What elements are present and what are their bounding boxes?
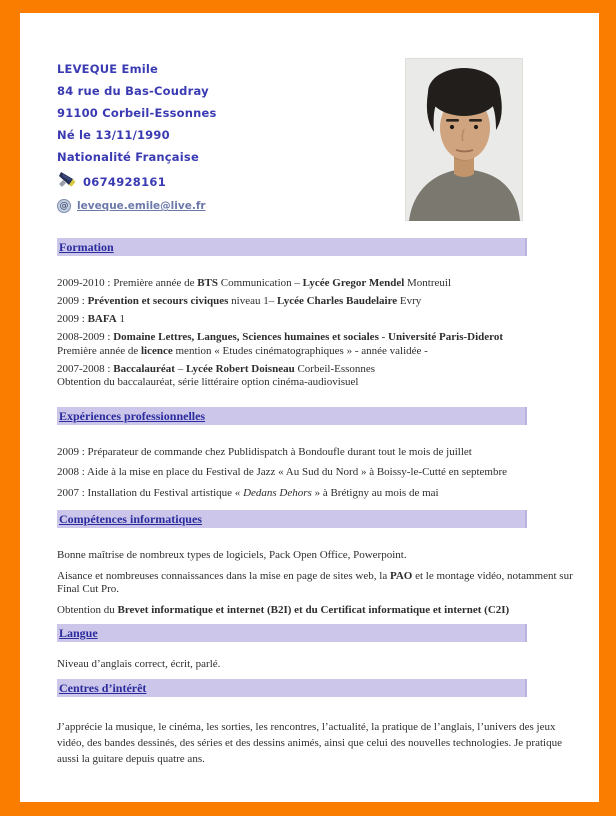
education-entry-text: 2009-2010 : Première année de BTS Communication – Lycée Gregor Mendel Montreuil [57, 277, 452, 289]
section-title: Centres d’intérêt [59, 680, 147, 695]
birth-date-text: Né le 13/11/1990 [57, 128, 170, 142]
formation-entries [57, 277, 598, 390]
section-bar [57, 238, 527, 256]
section-formation [57, 238, 599, 390]
skill-entry [57, 570, 598, 597]
experience-entry [57, 466, 598, 480]
education-entry-text: 2007-2008 : Baccalauréat – Lycée Robert Doisneau Corbeil-Essonnes [57, 362, 376, 375]
experience-entry [57, 487, 598, 501]
experience-entry [57, 446, 598, 460]
section-title: Compétences informatiques [59, 512, 202, 526]
section-title: Langue [59, 626, 98, 640]
experience-entry-text: 2009 : Préparateur de commande chez Publidispatch à Bondoufle durant tout le mois de juillet [57, 445, 472, 458]
education-entry-text: 2008-2009 : Domaine Lettres, Langues, Sciences humaines et sociales - Université Paris-Diderot [57, 331, 503, 343]
section-langue [57, 624, 599, 672]
nationality-text: Nationalité Française [57, 150, 199, 164]
portrait-photo [405, 58, 523, 221]
address-line-1: 84 rue du Bas-Coudray [57, 84, 209, 98]
skill-entry-text: Aisance et nombreuses connaissances dans la mise en page de sites web, la PAO et le montage vidéo, notamment sur Final Cut Pro. [57, 569, 573, 595]
experience-entry-text: 2008 : Aide à la mise en place du Festival de Jazz « Au Sud du Nord » à Boissy-le-Cutté en septembre [57, 466, 507, 478]
interests-entries [57, 719, 585, 767]
language-entry-text: Niveau d’anglais correct, écrit, parlé. [57, 658, 221, 670]
phone-number-text: 0674928161 [83, 175, 167, 189]
section-bar [57, 407, 527, 425]
skill-entry [57, 549, 598, 563]
interests-text [57, 719, 585, 767]
experience-entry-text: 2007 : Installation du Festival artistique « Dedans Dehors » à Brétigny au mois de mai [57, 486, 439, 499]
at-sign-icon: @ [57, 199, 71, 213]
section-bar [57, 624, 527, 642]
language-entry [57, 658, 598, 672]
section-title: Formation [59, 240, 114, 254]
skill-entry-text: Bonne maîtrise de nombreux types de logiciels, Pack Open Office, Powerpoint. [57, 549, 407, 561]
education-entry-text: 2009 : BAFA 1 [57, 313, 125, 325]
language-entries [57, 658, 598, 672]
section-competences [57, 510, 599, 617]
section-interets [57, 679, 599, 767]
section-title: Expériences professionnelles [59, 408, 206, 423]
name-text: LEVEQUE Emile [57, 62, 159, 76]
interests-paragraph: J’apprécie la musique, le cinéma, les sorties, les rencontres, l’actualité, la pratique de l’anglais, l’univers des jeux vidéo, des bandes dessinés, des séries et des dessins animés, ainsi que celui des nouvelles technologies. Je pratique aussi la guitare depuis quatre ans. [57, 720, 562, 765]
education-entry [57, 363, 598, 390]
education-entry [57, 295, 598, 309]
education-entry [57, 331, 598, 358]
education-entry-text: 2009 : Prévention et secours civiques niveau 1– Lycée Charles Baudelaire Evry [57, 295, 422, 307]
education-entry [57, 277, 598, 291]
personal-info-header [57, 58, 599, 238]
education-entry-detail: Obtention du baccalauréat, série littéraire option cinéma-audiovisuel [57, 376, 359, 388]
cv-content [20, 13, 599, 767]
email-link[interactable]: leveque.emile@live.fr [77, 200, 206, 212]
section-experiences [57, 407, 599, 501]
phone-icon [57, 171, 77, 194]
skill-entry [57, 604, 598, 618]
section-bar [57, 679, 527, 697]
education-entry [57, 313, 598, 327]
skill-entries [57, 549, 598, 617]
section-bar [57, 510, 527, 528]
address-line-2: 91100 Corbeil-Essonnes [57, 106, 217, 120]
experience-entries [57, 446, 598, 501]
skill-entry-text: Obtention du Brevet informatique et internet (B2I) et du Certificat informatique et internet (C2I) [57, 603, 510, 616]
education-entry-detail: Première année de licence mention « Etudes cinématographiques » - année validée - [57, 344, 428, 357]
